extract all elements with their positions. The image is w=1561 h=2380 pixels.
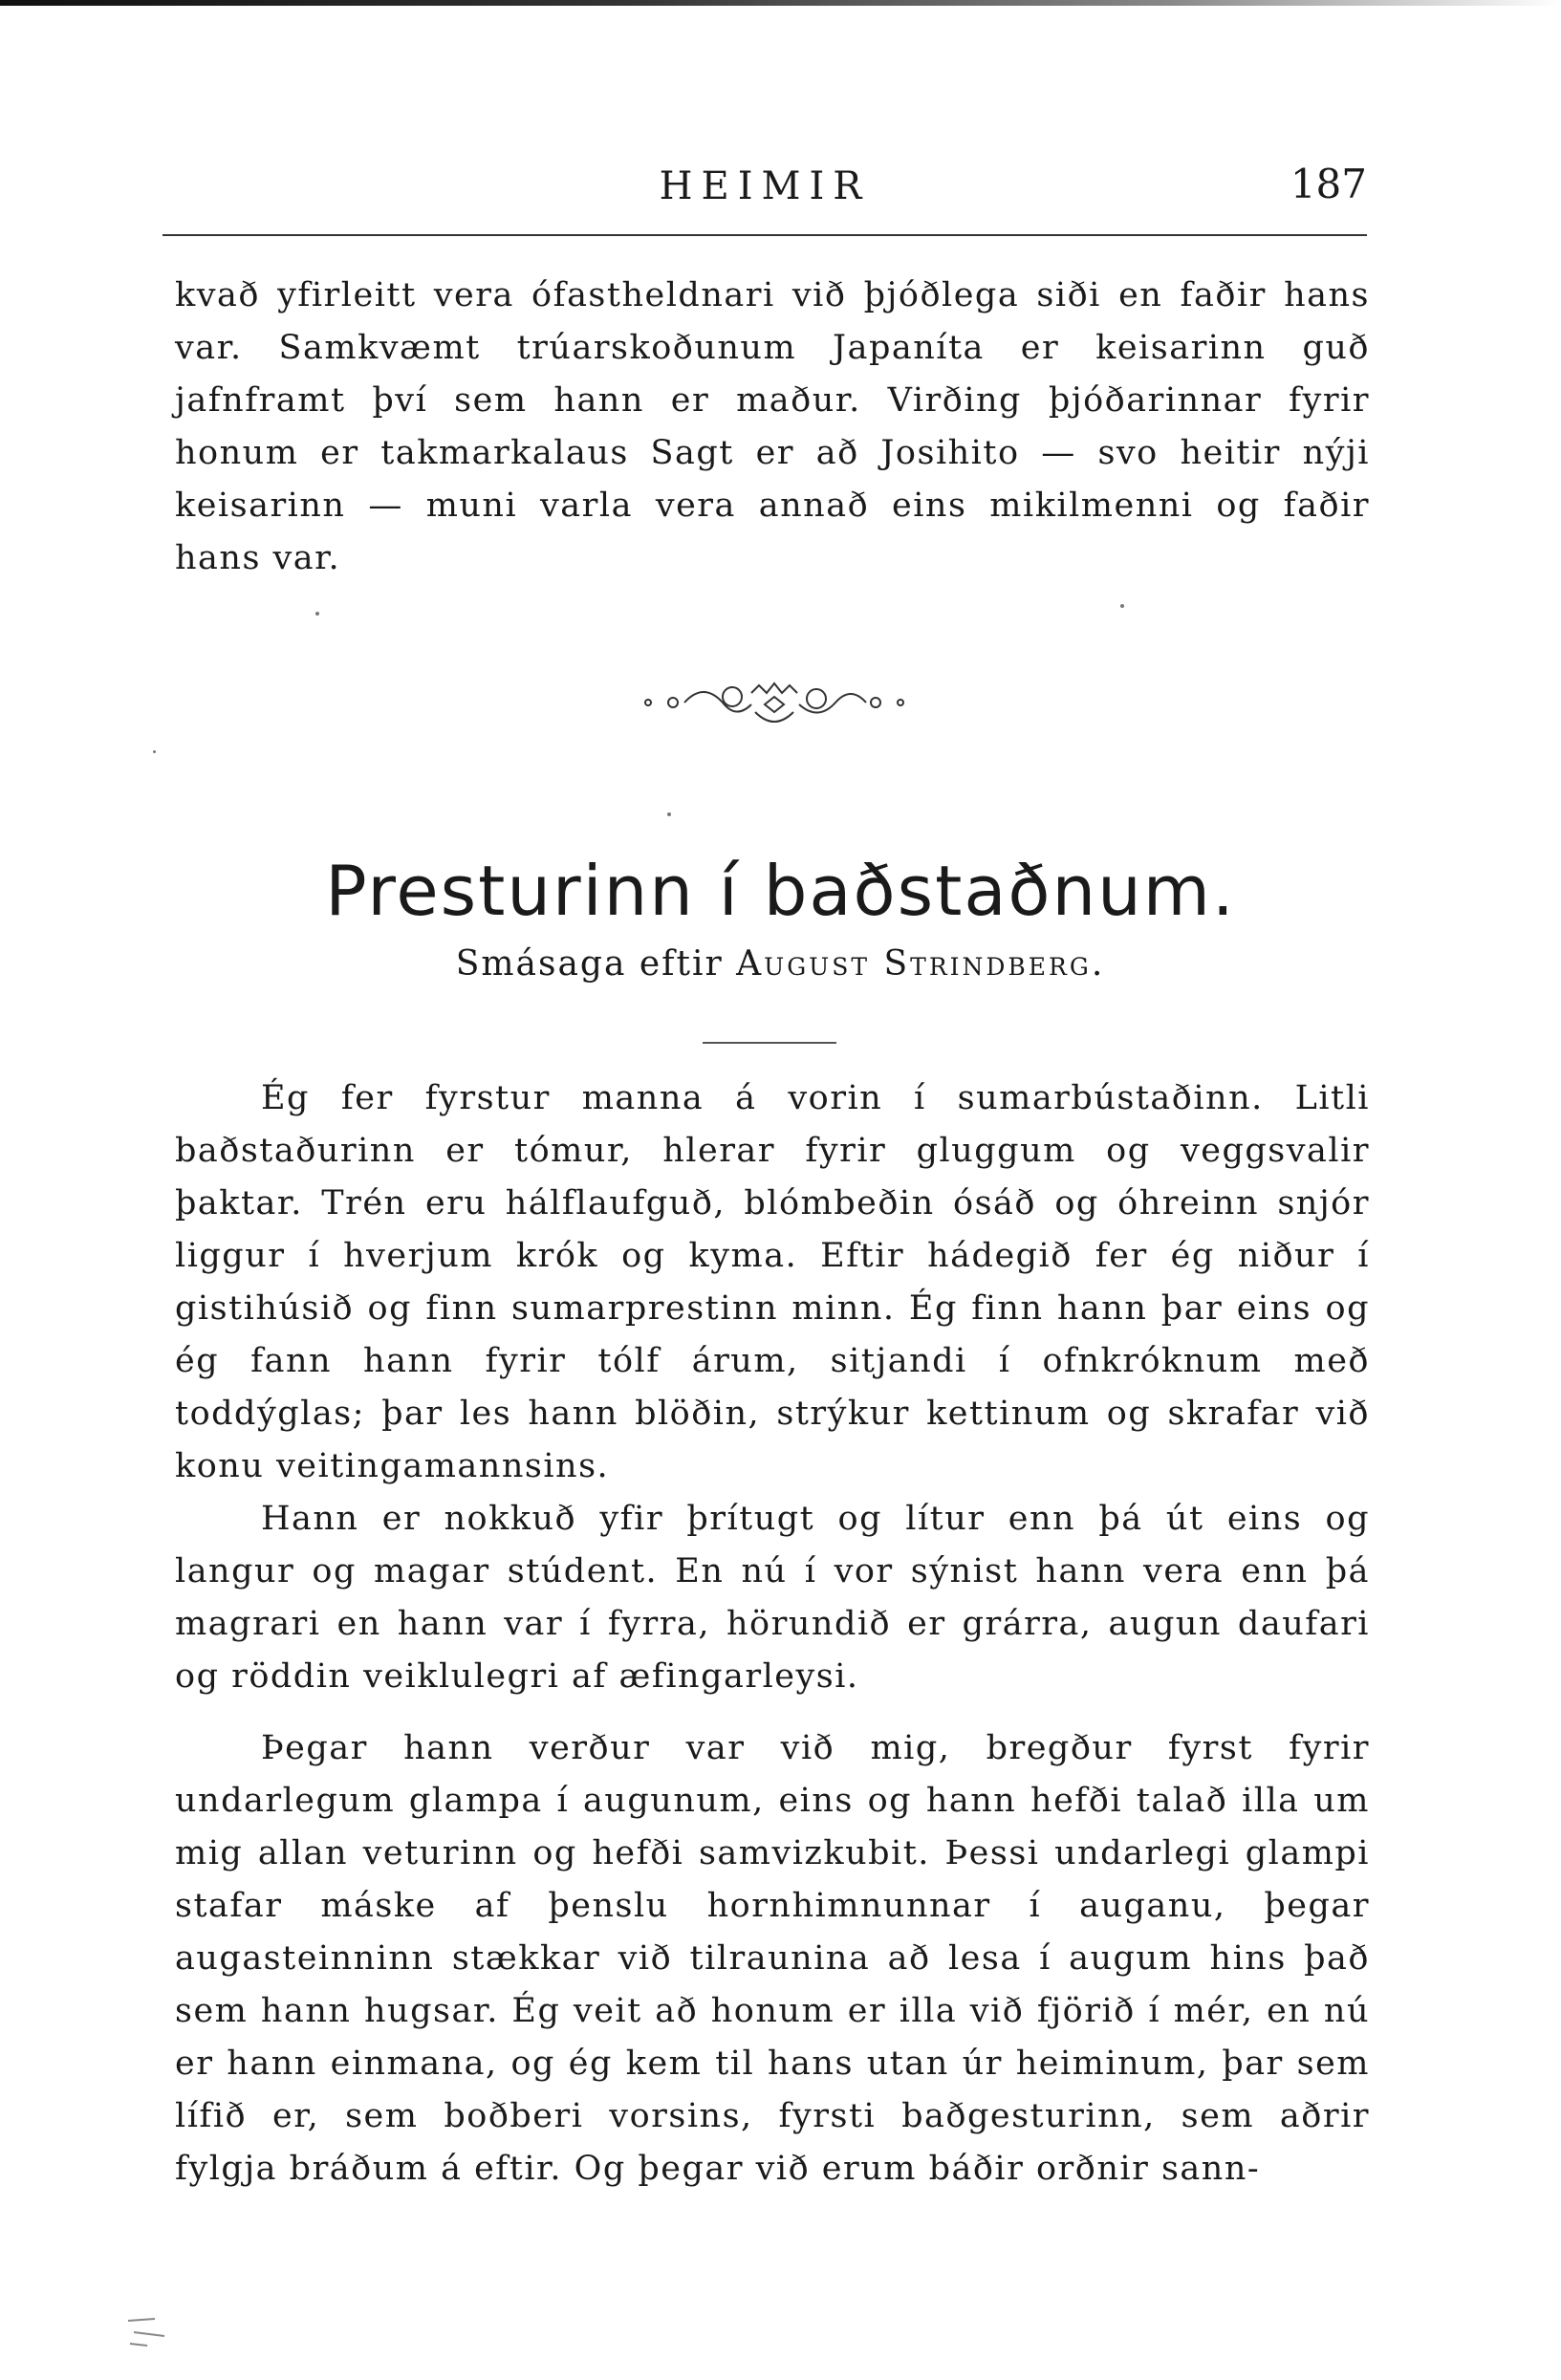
page-number: 187	[1290, 161, 1367, 207]
continuation-paragraph: kvað yfirleitt vera ófastheldnari við þjóðlega siði en faðir hans var. Samkvæmt trúarskoðunum Japaníta er keisarinn guð jafnframt því sem hann er maður. Virðing þjóðarinnar fyrir honum er takmarkalaus Sagt er að Josihito — svo heitir nýji keisarinn — muni varla vera annað eins mikilmenni og faðir hans var.	[175, 276, 1370, 577]
print-speck	[315, 612, 319, 616]
body-paragraph: Ég fer fyrstur manna á vorin í sumarbústaðinn. Litli baðstaðurinn er tómur, hlerar fyrir gluggum og veggsvalir þaktar. Trén eru hálflaufguð, blómbeðin ósáð og óhreinn snjór liggur í hverjum krók og kyma. Eftir hádegið fer ég niður í gistihúsið og finn sumarprestinn minn. Ég finn hann þar eins og ég fann hann fyrir tólf árum, sitjandi í ofnkróknum með toddýglas; þar les hann blöðin, strýkur kettinum og skrafar við konu veitingamannsins.	[175, 1079, 1370, 1485]
body-paragraph: Þegar hann verður var við mig, bregður fyrst fyrir undarlegum glampa í augunum, eins og hann hefði talað illa um mig allan veturinn og hefði samvizkubit. Þessi undarlegi glampi stafar máske af þenslu hornhimnunnar í auganu, þegar augasteinninn stækkar við tilraunina að lesa í augum hins það sem hann hugsar. Ég veit að honum er illa við fjörið í mér, en nú er hann einmana, og ég kem til hans utan úr heiminum, þar sem lífið er, sem boðberi vorsins, fyrsti baðgesturinn, sem aðrir fylgja bráðum á eftir. Og þegar við erum báðir orðnir sann-	[175, 1729, 1370, 2188]
print-speck	[1120, 604, 1124, 608]
print-speck	[153, 750, 156, 753]
body-paragraph: Hann er nokkuð yfir þrítugt og lítur enn þá út eins og langur og magar stúdent. En nú í vor sýnist hann vera enn þá magrari en hann var í fyrra, hörundið er grárra, augun daufari og röddin veiklulegri af æfingarleysi.	[175, 1500, 1370, 1696]
story-byline	[0, 944, 1561, 984]
top-edge-rule	[0, 0, 1561, 6]
section-ornament	[631, 664, 918, 741]
running-head: HEIMIR	[659, 164, 871, 208]
print-speck	[667, 812, 671, 816]
header-rule	[163, 234, 1367, 236]
title-rule	[703, 1042, 836, 1044]
page-header	[163, 143, 1367, 220]
corner-smudge	[126, 2313, 193, 2351]
byline-prefix: Smásaga eftir	[455, 944, 724, 984]
story-title: Presturinn í baðstaðnum.	[325, 851, 1236, 931]
byline-author: August Strindberg.	[736, 944, 1106, 984]
